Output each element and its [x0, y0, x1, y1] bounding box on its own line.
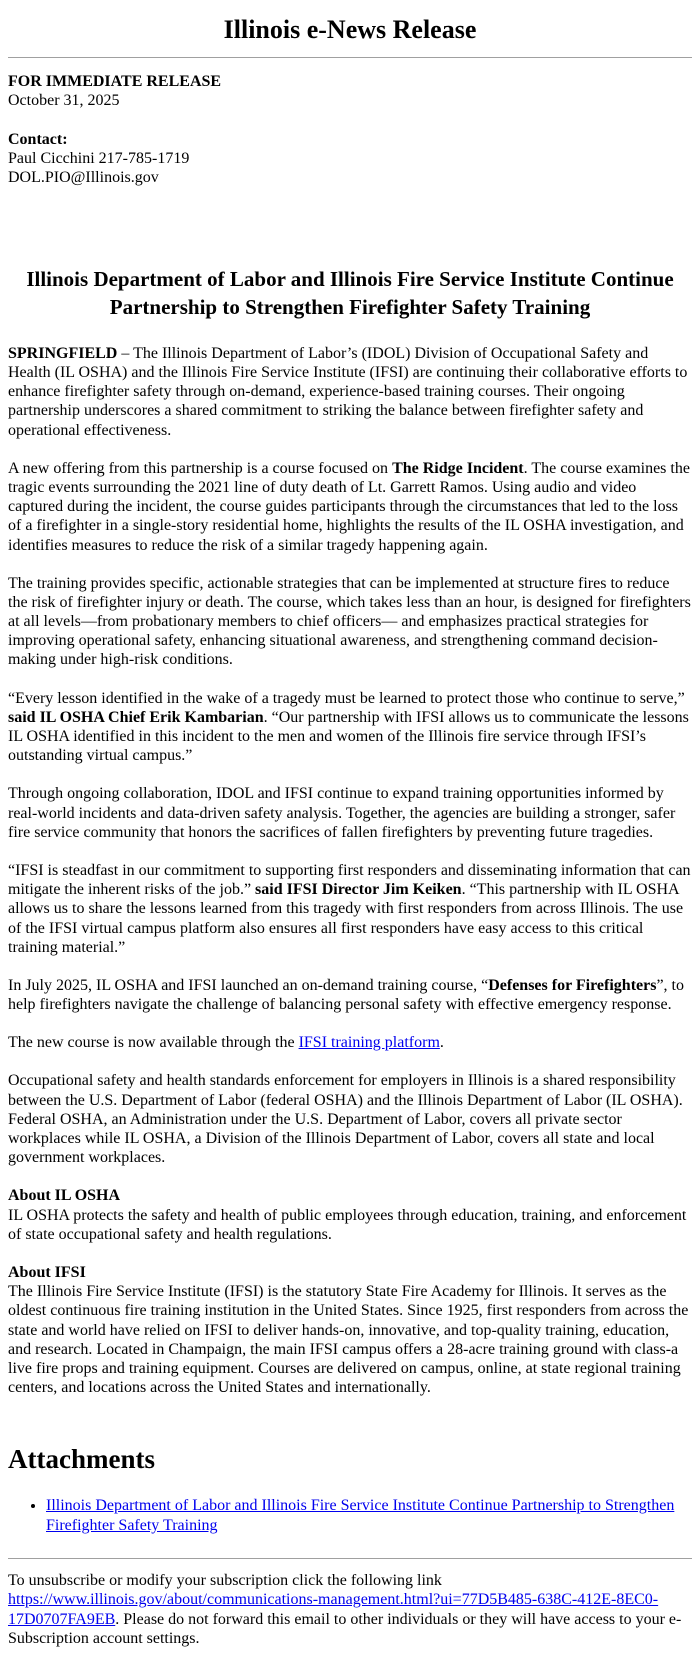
release-label: FOR IMMEDIATE RELEASE: [8, 73, 222, 91]
text-run: Through ongoing collaboration, IDOL and IFSI continue to expand training opportunities informed by real-world incidents and data-driven safety analysis. Together, the agencies are building a stronger, safer fire service community that honors the sacrifices of fallen firefighters by preventing future tragedies.: [8, 785, 676, 841]
article-body: [8, 344, 692, 1397]
text-run: The Illinois Fire Service Institute (IFSI) is the statutory State Fire Academy for Illinois. It serves as the oldest continuous fire training institution in the United States. Since 1925, first responders from across the state and world have relied on IFSI to deliver hands-on, innovative, and top-quality training, education, and research. Located in Champaign, the main IFSI campus offers a 28-acre training ground with class-a live fire props and training equipment. Courses are delivered on campus, online, at state regional training centers, and locations across the United States and internationally.: [8, 1283, 689, 1397]
unsubscribe-text: [8, 1571, 692, 1649]
attachment-item: [46, 1496, 692, 1536]
contact-email: DOL.PIO@Illinois.gov: [8, 168, 159, 186]
attachments-list: [8, 1496, 692, 1536]
text-run: IL OSHA protects the safety and health of public employees through education, training, and enforcement of state occupational safety and health regulations.: [8, 1206, 687, 1243]
paragraph: [8, 574, 692, 670]
bold-text: About IFSI: [8, 1263, 86, 1281]
text-run: – The Illinois Department of Labor’s (IDOL) Division of Occupational Safety and Health (IL OSHA) and the Illinois Fire Service Institute (IFSI) are continuing their collaborative efforts to enhance firefighter safety through on-demand, experience-based training courses. Their ongoing partnership underscores a shared commitment to striking the balance between firefighter safety and operational effectiveness.: [8, 344, 688, 439]
paragraph: [8, 976, 692, 1014]
contact-label: Contact:: [8, 130, 68, 148]
article-headline: Illinois Department of Labor and Illinois Fire Service Institute Continue Partnership to Strengthen Firefighter Safety Training: [26, 267, 674, 320]
paragraph: [8, 1033, 692, 1052]
text-run: The training provides specific, actionable strategies that can be implemented at structure fires to reduce the risk of firefighter injury or death. The course, which takes less than an hour, is designed for firefighters at all levels—from probationary members to chief officers— and emphasizes practical strategies for improving operational safety, enhancing situational awareness, and strengthening command decision-making under high-risk conditions.: [8, 574, 691, 669]
text-run: In July 2025, IL OSHA and IFSI launched an on-demand training course, “: [8, 976, 489, 994]
bold-text: SPRINGFIELD: [8, 344, 118, 362]
contact-name-phone: Paul Cicchini 217-785-1719: [8, 149, 190, 167]
bold-text: The Ridge Incident: [392, 459, 524, 477]
paragraph: [8, 861, 692, 957]
text-run: . The course examines the tragic events surrounding the 2021 line of duty death of Lt. Garrett Ramos. Using audio and video captured during the incident, the course guides participants through the circumstances that led to the loss of a firefighter in a single-story residential home, highlights the results of the IL OSHA investigation, and identifies measures to reduce the risk of a similar tragedy happening again.: [8, 459, 690, 554]
text-run: The new course is now available through the: [8, 1034, 299, 1052]
paragraph: [8, 1071, 692, 1167]
paragraph: [8, 344, 692, 440]
text-run: To unsubscribe or modify your subscription click the following link: [8, 1571, 442, 1589]
attachment-link[interactable]: Illinois Department of Labor and Illinois Fire Service Institute Continue Partnership to Strengthen Firefighter Safety Training: [46, 1496, 675, 1534]
paragraph: [8, 1186, 692, 1244]
footer-divider: [8, 1558, 692, 1559]
text-run: .: [439, 1034, 444, 1052]
bold-text: said IL OSHA Chief Erik Kambarian: [8, 708, 264, 726]
inline-link[interactable]: IFSI training platform: [298, 1034, 440, 1052]
release-info: [8, 72, 692, 110]
bold-text: About IL OSHA: [8, 1187, 121, 1205]
text-run: Occupational safety and health standards enforcement for employers in Illinois is a shared responsibility between the U.S. Department of Labor (federal OSHA) and the Illinois Department of Labor (IL OSHA). Federal OSHA, an Administration under the U.S. Department of Labor, covers all private sector workplaces while IL OSHA, a Division of the Illinois Department of Labor, covers all state and local government workplaces.: [8, 1072, 683, 1167]
paragraph: [8, 1263, 692, 1397]
inline-link[interactable]: https://www.illinois.gov/about/communications-management.html?ui=77D5B485-638C-412E-8EC0-17D0707FA9EB: [8, 1591, 659, 1628]
text-run: . “Our partnership with IFSI allows us to communicate the lessons IL OSHA identified in this incident to the men and women of the Illinois fire service through IFSI’s outstanding virtual campus.”: [8, 708, 689, 765]
paragraph: [8, 459, 692, 555]
paragraph: [8, 784, 692, 842]
text-run: “Every lesson identified in the wake of a tragedy must be learned to protect those who continue to serve,”: [8, 689, 685, 707]
bold-text: said IFSI Director Jim Keiken: [255, 881, 462, 899]
contact-block: [8, 130, 692, 188]
page-title: Illinois e-News Release: [223, 15, 477, 44]
release-date: October 31, 2025: [8, 92, 120, 110]
text-run: . “This partnership with IL OSHA allows us to share the lessons learned from this tragedy with first responders from across Illinois. The use of the IFSI virtual campus platform also ensures all first responders have easy access to this critical training material.”: [8, 881, 684, 956]
text-run: A new offering from this partnership is a course focused on: [8, 459, 393, 477]
top-divider: [8, 57, 692, 58]
attachments-title: Attachments: [8, 1444, 155, 1475]
text-run: . Please do not forward this email to other individuals or they will have access to your e-Subscription account settings.: [8, 1610, 682, 1648]
paragraph: [8, 689, 692, 766]
bold-text: Defenses for Firefighters: [488, 976, 657, 994]
text-run: ”, to help firefighters navigate the challenge of balancing personal safety with effective emergency response.: [8, 976, 684, 1014]
text-run: “IFSI is steadfast in our commitment to supporting first responders and disseminating information that can mitigate the inherent risks of the job.”: [8, 861, 691, 899]
